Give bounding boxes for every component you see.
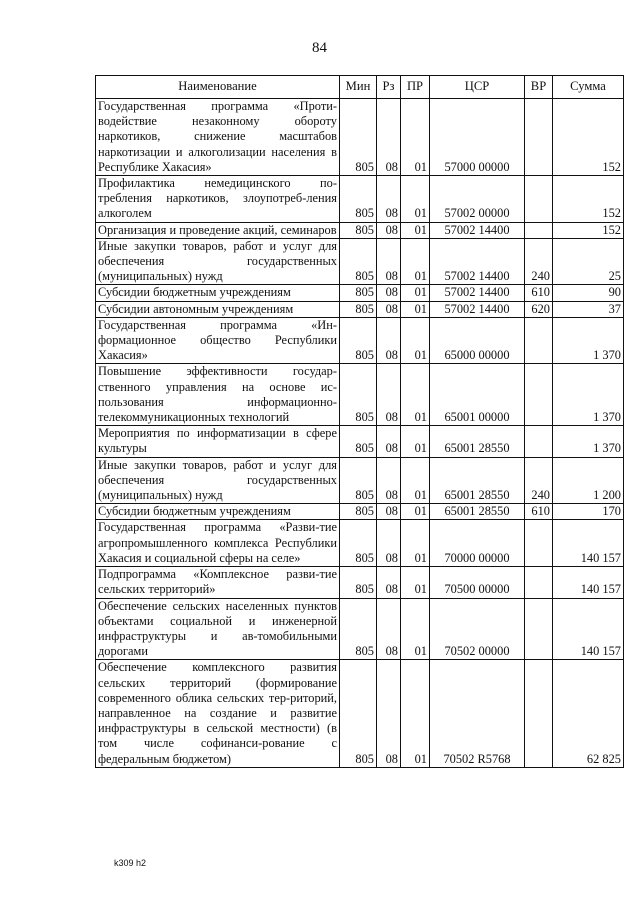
cell-csr: 65001 28550 — [430, 426, 525, 457]
table-row — [96, 567, 624, 598]
cell-name: Субсидии автономным учреждениям — [96, 301, 340, 317]
cell-vr — [525, 426, 553, 457]
cell-min: 805 — [340, 520, 377, 567]
cell-pr: 01 — [401, 301, 430, 317]
cell-csr: 65001 00000 — [430, 364, 525, 426]
cell-csr: 70502 00000 — [430, 598, 525, 660]
cell-vr — [525, 364, 553, 426]
cell-name: Государственная программа «Ин-формационное общество Республики Хакасия» — [96, 317, 340, 364]
table-row — [96, 317, 624, 364]
cell-name: Государственная программа «Проти-водействие незаконному обороту наркотиков, снижение масштабов наркотизации и алкоголизации населения в Республике Хакасия» — [96, 99, 340, 176]
cell-rz: 08 — [377, 598, 401, 660]
header-vr: ВР — [525, 76, 553, 99]
table-row — [96, 176, 624, 223]
table-row — [96, 520, 624, 567]
table-body — [96, 99, 624, 768]
table-row — [96, 457, 624, 504]
cell-pr: 01 — [401, 99, 430, 176]
cell-rz: 08 — [377, 660, 401, 767]
table-row — [96, 301, 624, 317]
cell-name: Государственная программа «Разви-тие агропромышленного комплекса Республики Хакасия и социальной сферы на селе» — [96, 520, 340, 567]
cell-min: 805 — [340, 660, 377, 767]
table-header-row — [96, 76, 624, 99]
cell-name: Повышение эффективности государ-ственного управления на основе ис-пользования информационно-телекоммуникационных технологий — [96, 364, 340, 426]
cell-pr: 01 — [401, 598, 430, 660]
cell-min: 805 — [340, 426, 377, 457]
table-row — [96, 504, 624, 520]
header-sum: Сумма — [553, 76, 624, 99]
cell-sum: 1 370 — [553, 317, 624, 364]
table-row — [96, 285, 624, 301]
cell-pr: 01 — [401, 520, 430, 567]
cell-rz: 08 — [377, 99, 401, 176]
cell-rz: 08 — [377, 301, 401, 317]
header-pr: ПР — [401, 76, 430, 99]
cell-min: 805 — [340, 317, 377, 364]
budget-table — [95, 75, 624, 768]
header-name: Наименование — [96, 76, 340, 99]
cell-pr: 01 — [401, 176, 430, 223]
cell-name: Иные закупки товаров, работ и услуг для обеспечения государственных (муниципальных) нужд — [96, 238, 340, 285]
cell-pr: 01 — [401, 285, 430, 301]
cell-rz: 08 — [377, 176, 401, 223]
header-min: Мин — [340, 76, 377, 99]
header-csr: ЦСР — [430, 76, 525, 99]
cell-csr: 57002 14400 — [430, 222, 525, 238]
table-row — [96, 426, 624, 457]
cell-pr: 01 — [401, 567, 430, 598]
cell-min: 805 — [340, 301, 377, 317]
cell-sum: 1 370 — [553, 426, 624, 457]
cell-sum: 152 — [553, 99, 624, 176]
table-row — [96, 660, 624, 767]
table-row — [96, 222, 624, 238]
cell-rz: 08 — [377, 426, 401, 457]
table-row — [96, 598, 624, 660]
cell-name: Подпрограмма «Комплексное разви-тие сельских территорий» — [96, 567, 340, 598]
cell-vr — [525, 598, 553, 660]
cell-pr: 01 — [401, 504, 430, 520]
cell-sum: 170 — [553, 504, 624, 520]
cell-csr: 70500 00000 — [430, 567, 525, 598]
cell-rz: 08 — [377, 457, 401, 504]
cell-min: 805 — [340, 222, 377, 238]
cell-min: 805 — [340, 99, 377, 176]
cell-rz: 08 — [377, 504, 401, 520]
cell-name: Организация и проведение акций, семинаров — [96, 222, 340, 238]
cell-vr — [525, 176, 553, 223]
cell-sum: 62 825 — [553, 660, 624, 767]
cell-csr: 57000 00000 — [430, 99, 525, 176]
cell-sum: 140 157 — [553, 567, 624, 598]
cell-rz: 08 — [377, 238, 401, 285]
cell-pr: 01 — [401, 426, 430, 457]
cell-name: Обеспечение комплексного развития сельских территорий (формирование современного облика сельских тер-риторий, направленное на создание и развитие инфраструктуры в сельской местности) (в том числе софинанси-рование с федеральным бюджетом) — [96, 660, 340, 767]
cell-pr: 01 — [401, 364, 430, 426]
cell-sum: 152 — [553, 222, 624, 238]
table-row — [96, 99, 624, 176]
cell-rz: 08 — [377, 222, 401, 238]
cell-pr: 01 — [401, 222, 430, 238]
cell-sum: 1 200 — [553, 457, 624, 504]
cell-vr — [525, 99, 553, 176]
cell-csr: 57002 14400 — [430, 238, 525, 285]
cell-vr — [525, 520, 553, 567]
cell-sum: 140 157 — [553, 520, 624, 567]
cell-name: Профилактика немедицинского по-требления наркотиков, злоупотреб-ления алкоголем — [96, 176, 340, 223]
cell-rz: 08 — [377, 364, 401, 426]
cell-vr: 620 — [525, 301, 553, 317]
cell-name: Иные закупки товаров, работ и услуг для обеспечения государственных (муниципальных) нужд — [96, 457, 340, 504]
cell-name: Мероприятия по информатизации в сфере культуры — [96, 426, 340, 457]
cell-vr: 610 — [525, 285, 553, 301]
cell-vr — [525, 660, 553, 767]
cell-csr: 65001 28550 — [430, 457, 525, 504]
cell-sum: 140 157 — [553, 598, 624, 660]
cell-min: 805 — [340, 364, 377, 426]
cell-vr — [525, 317, 553, 364]
cell-csr: 57002 00000 — [430, 176, 525, 223]
table-row — [96, 238, 624, 285]
cell-vr — [525, 222, 553, 238]
cell-csr: 70000 00000 — [430, 520, 525, 567]
footer-code: k309 h2 — [114, 858, 147, 868]
cell-pr: 01 — [401, 317, 430, 364]
header-rz: Рз — [377, 76, 401, 99]
cell-name: Обеспечение сельских населенных пунктов объектами социальной и инженерной инфраструктуры и ав-томобильными дорогами — [96, 598, 340, 660]
cell-rz: 08 — [377, 567, 401, 598]
cell-vr: 240 — [525, 457, 553, 504]
cell-csr: 70502 R5768 — [430, 660, 525, 767]
cell-vr — [525, 567, 553, 598]
cell-vr: 610 — [525, 504, 553, 520]
cell-name: Субсидии бюджетным учреждениям — [96, 285, 340, 301]
cell-name: Субсидии бюджетным учреждениям — [96, 504, 340, 520]
cell-sum: 1 370 — [553, 364, 624, 426]
cell-pr: 01 — [401, 660, 430, 767]
page-number: 84 — [312, 40, 327, 56]
cell-csr: 65000 00000 — [430, 317, 525, 364]
cell-vr: 240 — [525, 238, 553, 285]
cell-rz: 08 — [377, 285, 401, 301]
cell-csr: 57002 14400 — [430, 285, 525, 301]
cell-min: 805 — [340, 176, 377, 223]
cell-pr: 01 — [401, 457, 430, 504]
cell-csr: 65001 28550 — [430, 504, 525, 520]
cell-min: 805 — [340, 285, 377, 301]
cell-rz: 08 — [377, 520, 401, 567]
cell-min: 805 — [340, 567, 377, 598]
cell-min: 805 — [340, 598, 377, 660]
cell-sum: 90 — [553, 285, 624, 301]
cell-sum: 152 — [553, 176, 624, 223]
cell-sum: 25 — [553, 238, 624, 285]
cell-sum: 37 — [553, 301, 624, 317]
cell-rz: 08 — [377, 317, 401, 364]
cell-min: 805 — [340, 238, 377, 285]
cell-min: 805 — [340, 504, 377, 520]
table-row — [96, 364, 624, 426]
cell-csr: 57002 14400 — [430, 301, 525, 317]
cell-pr: 01 — [401, 238, 430, 285]
cell-min: 805 — [340, 457, 377, 504]
